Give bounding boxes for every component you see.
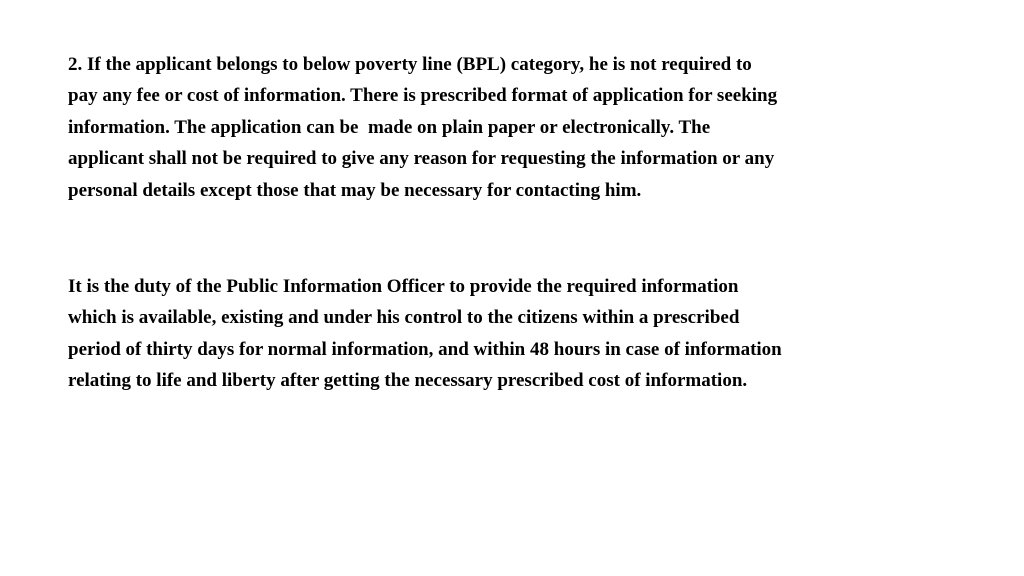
pio-duty-paragraph	[68, 271, 782, 397]
text-line: information. The application can be made on plain paper or electronically. The	[68, 116, 711, 138]
text-line: period of thirty days for normal information, and within 48 hours in case of information	[68, 338, 782, 360]
text-line: which is available, existing and under his control to the citizens within a prescribed	[68, 307, 740, 329]
text-line: 2. If the applicant belongs to below poverty line (BPL) category, he is not required to	[68, 54, 752, 75]
text-line: It is the duty of the Public Information Officer to provide the required information	[68, 276, 739, 297]
bpl-fee-paragraph	[68, 49, 777, 206]
text-line: pay any fee or cost of information. There is prescribed format of application for seeking	[68, 85, 778, 107]
text-line: personal details except those that may be necessary for contacting him.	[68, 179, 642, 201]
text-line: applicant shall not be required to give any reason for requesting the information or any	[68, 148, 775, 170]
text-line: relating to life and liberty after getting the necessary prescribed cost of information.	[68, 370, 748, 392]
